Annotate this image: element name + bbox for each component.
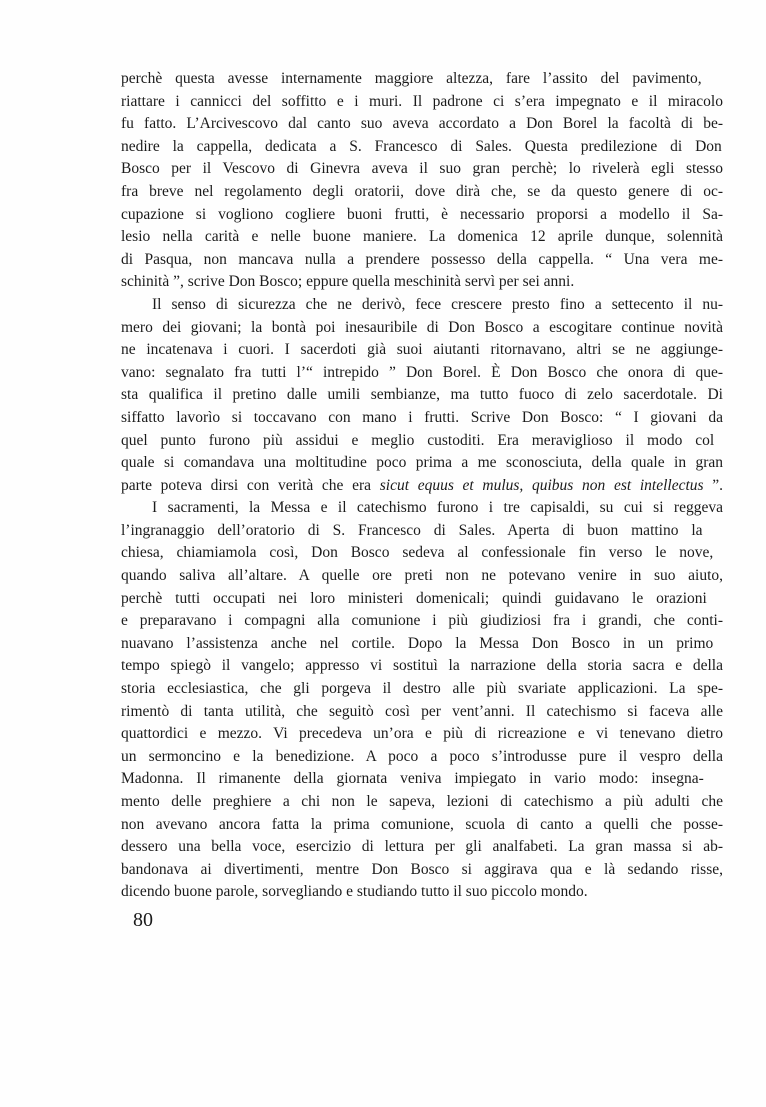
text-segment: quattordici e mezzo. Vi precedeva un’ora e più di ricreazione e vi tenevano dietro	[121, 725, 723, 743]
text-segment: storia ecclesiastica, che gli porgeva il destro alle più svariate applicazioni. La spe-	[121, 680, 723, 698]
text-segment: schinità ”, scrive Don Bosco; eppure quella meschinità servì per sei anni.	[121, 273, 575, 291]
text-line	[121, 317, 723, 340]
text-line	[121, 339, 723, 362]
text-segment: dicendo buone parole, sorvegliando e studiando tutto il suo piccolo mondo.	[121, 883, 588, 901]
text-line	[121, 430, 723, 453]
text-line	[121, 68, 723, 91]
text-segment: sta qualifica il pretino dalle umili sembianze, ma tutto fuoco di zelo sacerdotale. Di	[121, 386, 723, 404]
text-segment: riattare i cannicci del soffitto e i muri. Il padrone ci s’era impegnato e il miracolo	[121, 92, 723, 110]
text-line	[121, 542, 723, 565]
text-line	[121, 452, 723, 475]
text-line	[121, 655, 723, 678]
text-segment: bandonava ai divertimenti, mentre Don Bosco si aggirava qua e là sedando risse,	[121, 860, 723, 878]
text-segment: Madonna. Il rimanente della giornata veniva impiegato in vario modo: insegna-	[121, 770, 704, 788]
text-line	[121, 859, 723, 882]
text-line	[121, 814, 723, 837]
text-segment: perchè tutti occupati nei loro ministeri domenicali; quindi guidavano le orazioni	[121, 589, 707, 607]
text-segment: mero dei giovani; la bontà poi inesauribile di Don Bosco a escogitare continue novità	[121, 318, 723, 336]
text-line	[121, 226, 723, 249]
text-segment: mento delle preghiere a chi non le sapeva, lezioni di catechismo a più adulti che	[121, 793, 723, 810]
text-line	[121, 249, 723, 272]
text-line	[121, 475, 723, 498]
text-segment: l’ingranaggio dell’oratorio di S. Francesco di Sales. Aperta di buon mattino la	[121, 521, 703, 539]
italic-text: sicut equus et mulus, quibus non est intellectus	[379, 476, 704, 494]
text-segment: perchè questa avesse internamente maggiore altezza, fare l’assito del pavimento,	[121, 70, 702, 87]
text-line	[121, 881, 723, 904]
text-segment: dessero una bella voce, esercizio di lettura per gli analfabeti. La gran massa si ab-	[121, 838, 723, 856]
text-line	[121, 520, 723, 543]
text-segment: I sacramenti, la Messa e il catechismo furono i tre capisaldi, su cui si reggeva	[152, 499, 723, 517]
text-segment: quando saliva all’altare. A quelle ore preti non ne potevano venire in suo aiuto,	[121, 567, 723, 585]
text-segment: ne incatenava i cuori. I sacerdoti già suoi aiutanti ritornavano, altri se ne aggiunge-	[121, 341, 723, 359]
text-line	[121, 362, 723, 385]
text-line	[121, 768, 723, 791]
text-segment: tempo spiegò il vangelo; appresso vi sostituì la narrazione della storia sacra e della	[121, 657, 723, 675]
text-segment: Bosco per il Vescovo di Ginevra aveva il suo gran perchè; lo rivelerà egli stesso	[121, 160, 723, 178]
text-segment: e preparavano i compagni alla comunione i più giudiziosi fra i grandi, che conti-	[121, 612, 723, 630]
text-line	[121, 678, 723, 701]
text-line	[121, 91, 723, 114]
text-segment: lesio nella carità e nelle buone maniere. La domenica 12 aprile dunque, solennità	[121, 228, 723, 246]
text-line	[121, 204, 723, 227]
text-segment: siffatto lavorìo si toccavano con mano i frutti. Scrive Don Bosco: “ I giovani da	[121, 408, 723, 426]
text-line	[121, 407, 723, 430]
text-segment: fra breve nel regolamento degli oratorii, dove dirà che, se da questo genere di oc-	[121, 182, 723, 200]
text-segment: nedire la cappella, dedicata a S. Francesco di Sales. Questa predilezione di Don	[121, 137, 722, 155]
paragraph	[121, 497, 723, 904]
text-segment: ”.	[703, 476, 723, 494]
text-segment: vano: segnalato fra tutti l’“ intrepido ” Don Borel. È Don Bosco che onora di que-	[121, 363, 723, 381]
text-segment: quel punto furono più assidui e meglio custoditi. Era meraviglioso il modo col	[121, 431, 715, 449]
text-segment: non avevano ancora fatta la prima comunione, scuola di canto a quelli che posse-	[121, 815, 723, 833]
text-line	[121, 565, 723, 588]
text-line	[121, 271, 723, 294]
text-segment: fu fatto. L’Arcivescovo dal canto suo aveva accordato a Don Borel la facoltà di be-	[121, 115, 723, 133]
page-text	[121, 68, 723, 904]
text-line	[121, 791, 723, 814]
text-segment: nuavano l’assistenza anche nel cortile. Dopo la Messa Don Bosco in un primo	[121, 634, 714, 652]
text-segment: quale si comandava una moltitudine poco prima a me sconosciuta, della quale in gran	[121, 454, 723, 472]
text-line	[121, 384, 723, 407]
text-segment: cupazione si vogliono cogliere buoni frutti, è necessario proporsi a modello il Sa-	[121, 205, 723, 223]
text-segment: rimentò di tanta utilità, che seguitò così per vent’anni. Il catechismo si faceva alle	[121, 702, 723, 720]
text-line	[121, 836, 723, 859]
text-line	[121, 497, 723, 520]
page-number: 80	[133, 909, 153, 931]
text-line	[121, 701, 723, 724]
paragraph	[121, 294, 723, 497]
text-line	[121, 588, 723, 611]
text-segment: parte poteva dirsi con verità che era	[121, 476, 380, 494]
text-line	[121, 158, 723, 181]
text-line	[121, 294, 723, 317]
text-line	[121, 113, 723, 136]
text-line	[121, 610, 723, 633]
text-segment: di Pasqua, non mancava nulla a prendere possesso della cappella. “ Una vera me-	[121, 250, 723, 268]
text-line	[121, 746, 723, 769]
paragraph	[121, 68, 723, 294]
text-segment: un sermoncino e la benedizione. A poco a poco s’introdusse pure il vespro della	[121, 747, 723, 765]
text-line	[121, 633, 723, 656]
text-line	[121, 723, 723, 746]
text-line	[121, 136, 723, 159]
text-segment: chiesa, chiamiamola così, Don Bosco sedeva al confessionale fin verso le nove,	[121, 544, 714, 562]
text-line	[121, 181, 723, 204]
text-segment: Il senso di sicurezza che ne derivò, fece crescere presto fino a settecento il nu-	[152, 295, 723, 313]
